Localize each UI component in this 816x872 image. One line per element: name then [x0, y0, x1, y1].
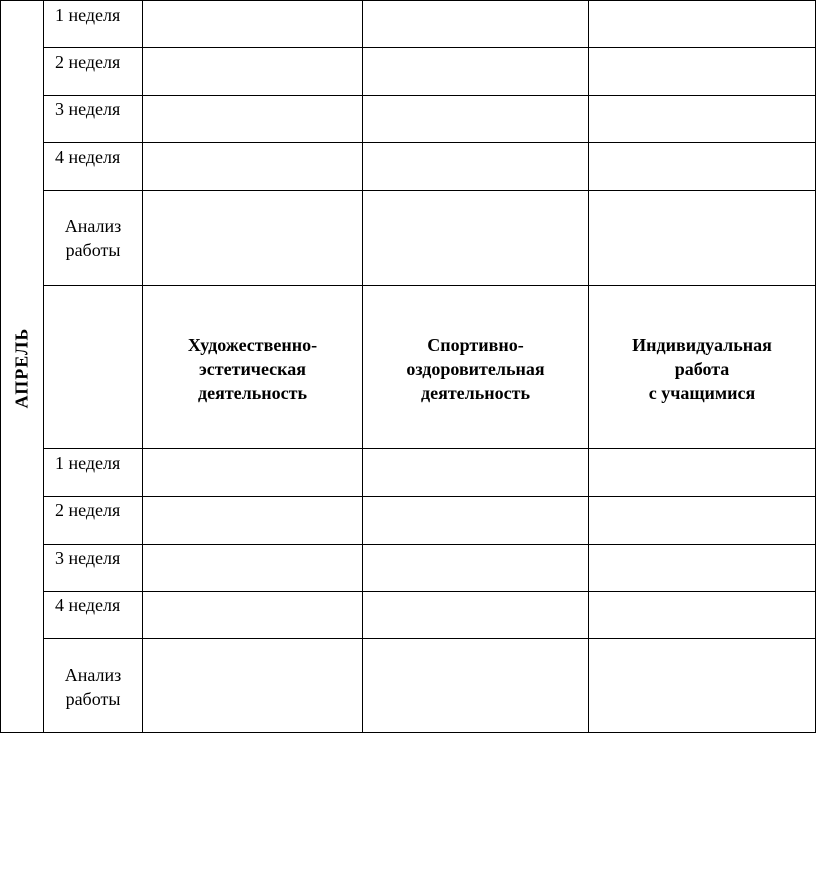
analysis-label-line2: работы — [65, 689, 121, 709]
header-line: деятельность — [420, 383, 530, 403]
week-label: 1 неделя — [55, 453, 121, 473]
header-line: с учащимися — [648, 383, 756, 403]
row-divider — [43, 496, 816, 497]
column-header-sport — [363, 333, 588, 405]
row-divider — [43, 638, 816, 639]
table-border-bottom — [0, 732, 816, 733]
header-line: деятельность — [197, 383, 307, 403]
row-divider — [43, 190, 816, 191]
week-label: 2 неделя — [55, 52, 121, 72]
week-label: 4 неделя — [55, 147, 121, 167]
week-label: 3 неделя — [55, 548, 121, 568]
week-label: 3 неделя — [55, 99, 121, 119]
week-label: 2 неделя — [55, 500, 121, 520]
header-line: Художественно- — [187, 335, 318, 355]
table-border-top — [0, 0, 816, 1]
row-divider — [43, 448, 816, 449]
row-divider — [43, 544, 816, 545]
analysis-label-line1: Анализ — [64, 665, 122, 685]
table-border-left — [0, 0, 1, 733]
column-header-artistic — [143, 333, 362, 405]
header-line: оздоровительная — [406, 359, 545, 379]
month-label: АПРЕЛЬ — [11, 327, 32, 409]
week-label: 1 неделя — [55, 5, 121, 25]
header-line: Спортивно- — [427, 335, 524, 355]
table-divider — [43, 0, 44, 733]
row-divider — [43, 591, 816, 592]
header-line: эстетическая — [199, 359, 306, 379]
row-divider — [43, 285, 816, 286]
header-line: Индивидуальная — [632, 335, 772, 355]
row-divider — [43, 47, 816, 48]
row-divider — [43, 95, 816, 96]
row-divider — [43, 142, 816, 143]
header-line: работа — [674, 359, 730, 379]
week-label: 4 неделя — [55, 595, 121, 615]
analysis-label-line1: Анализ — [64, 216, 122, 236]
analysis-label-line2: работы — [65, 240, 121, 260]
column-header-individual — [589, 333, 815, 405]
